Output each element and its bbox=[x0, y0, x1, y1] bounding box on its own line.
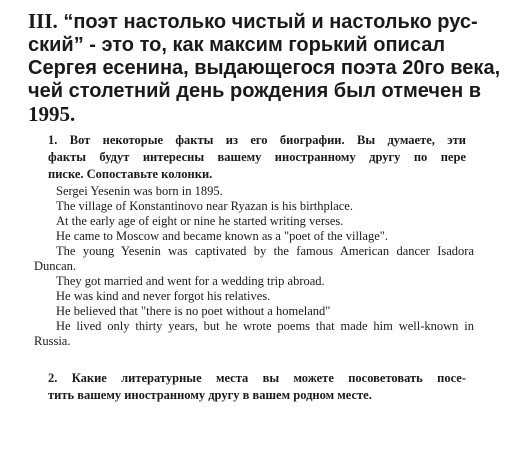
fact-text: Sergei Yesenin was born in 1895. bbox=[56, 184, 223, 198]
fact-item bbox=[34, 274, 474, 289]
task-2-line: 2. Какие литературные места вы можете посоветовать посе- bbox=[48, 371, 466, 385]
task-1-line: факты будут интересны вашему иностранному другу по пере bbox=[48, 150, 466, 164]
heading-year: 1995. bbox=[28, 102, 76, 126]
fact-item bbox=[34, 184, 474, 199]
heading-text-1: “поэт настолько чистый и настолько рус- bbox=[63, 11, 478, 33]
heading-line-1 bbox=[28, 10, 498, 34]
fact-text-continuation: Duncan. bbox=[34, 259, 76, 273]
fact-text: At the early age of eight or nine he started writing verses. bbox=[56, 214, 344, 228]
fact-text: He lived only thirty years, but he wrote poems that made him well-known in bbox=[56, 319, 474, 333]
fact-text-continuation: Russia. bbox=[34, 334, 71, 348]
fact-item bbox=[34, 244, 474, 274]
fact-text: He came to Moscow and became known as a "poet of the village". bbox=[56, 229, 388, 243]
task-1-line: 1. Вот некоторые факты из его биографии. Вы думаете, эти bbox=[48, 133, 466, 147]
fact-item bbox=[34, 229, 474, 244]
task-1-line: писке. Сопоставьте колонки. bbox=[48, 167, 213, 181]
heading-line-2: ский” - это то, как максим горький описал bbox=[28, 34, 446, 56]
heading-line-3: Сергея есенина, выдающегося поэта 20го века, bbox=[28, 57, 501, 79]
task-1-instructions bbox=[48, 132, 466, 183]
fact-text: The young Yesenin was captivated by the famous American dancer Isadora bbox=[56, 244, 474, 258]
fact-text: They got married and went for a wedding trip abroad. bbox=[56, 274, 325, 288]
fact-item bbox=[34, 214, 474, 229]
fact-item bbox=[34, 199, 474, 214]
fact-item bbox=[34, 304, 474, 319]
fact-item bbox=[34, 289, 474, 304]
fact-text: He was kind and never forgot his relatives. bbox=[56, 289, 271, 303]
facts-list bbox=[34, 184, 474, 349]
exercise-number: III. bbox=[28, 9, 58, 33]
task-2-line: тить вашему иностранному другу в вашем родном месте. bbox=[48, 388, 372, 402]
fact-text: The village of Konstantinovo near Ryazan is his birthplace. bbox=[56, 199, 353, 213]
heading-line-4: чей столетний день рождения был отмечен в bbox=[28, 80, 482, 102]
fact-item bbox=[34, 319, 474, 349]
fact-text: He believed that "there is no poet without a homeland" bbox=[56, 304, 331, 318]
exercise-heading bbox=[28, 9, 501, 126]
task-2-instructions bbox=[48, 370, 466, 404]
